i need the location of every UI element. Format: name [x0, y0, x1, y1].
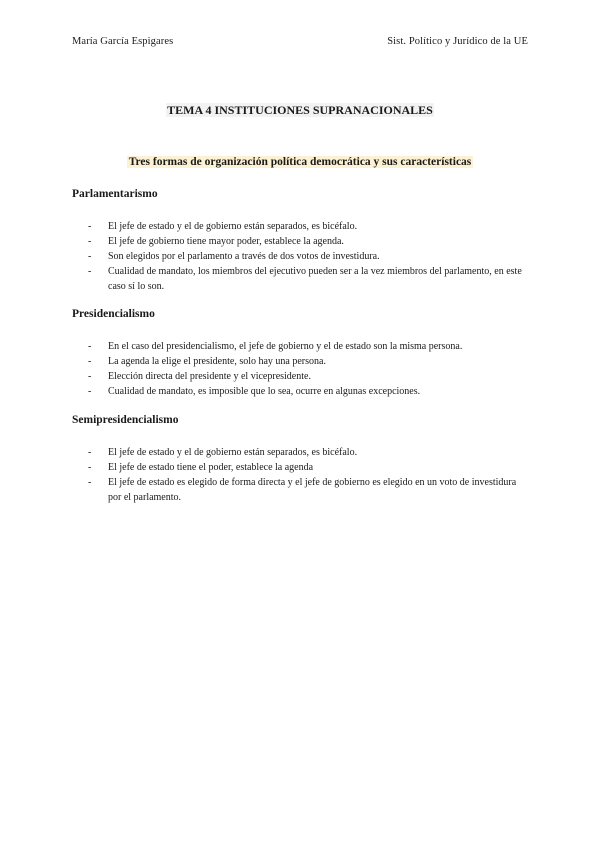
list-item-text: Son elegidos por el parlamento a través de dos votos de investidura. [108, 251, 380, 262]
bullet-dash: - [88, 447, 92, 458]
bullet-dash: - [88, 221, 92, 232]
section-heading-parlamentarismo: Parlamentarismo [72, 188, 158, 200]
document-subtitle [0, 156, 600, 168]
bullet-dash: - [88, 477, 92, 488]
list-item-text: El jefe de estado tiene el poder, establece la agenda [108, 462, 314, 473]
list-item-text: La agenda la elige el presidente, solo hay una persona. [108, 356, 326, 367]
list-presidencialismo [88, 339, 528, 399]
document-subtitle-text: Tres formas de organización política democrática y sus características [128, 156, 472, 168]
bullet-dash: - [88, 356, 92, 367]
section-heading-semipresidencialismo: Semipresidencialismo [72, 414, 179, 426]
list-item-text: En el caso del presidencialismo, el jefe de gobierno y el de estado son la misma persona. [108, 341, 463, 352]
bullet-dash: - [88, 462, 92, 473]
list-item-text: El jefe de estado y el de gobierno están separados, es bicéfalo. [108, 221, 358, 232]
list-item-text: El jefe de estado y el de gobierno están separados, es bicéfalo. [108, 447, 358, 458]
list-item [88, 384, 528, 399]
list-item [88, 445, 528, 460]
list-item [88, 475, 528, 505]
document-title [0, 103, 600, 118]
list-item-text: Cualidad de mandato, es imposible que lo sea, ocurre en algunas excepciones. [108, 386, 421, 397]
bullet-dash: - [88, 266, 92, 277]
list-item-text: El jefe de gobierno tiene mayor poder, establece la agenda. [108, 236, 344, 247]
list-item [88, 264, 528, 294]
list-item [88, 354, 528, 369]
list-item-text: Cualidad de mandato, los miembros del ejecutivo pueden ser a la vez miembros del parlamento, en este caso sí lo son. [108, 266, 522, 292]
bullet-dash: - [88, 251, 92, 262]
list-parlamentarismo [88, 219, 528, 294]
header-author: María García Espigares [72, 36, 174, 47]
bullet-dash: - [88, 371, 92, 382]
bullet-dash: - [88, 236, 92, 247]
list-semipresidencialismo [88, 445, 528, 505]
list-item-text: Elección directa del presidente y el vicepresidente. [108, 371, 311, 382]
list-item-text: El jefe de estado es elegido de forma directa y el jefe de gobierno es elegido en un voto de investidura por el parlamento. [108, 477, 517, 503]
section-heading-presidencialismo: Presidencialismo [72, 308, 155, 320]
page-header [72, 36, 528, 52]
list-item [88, 460, 528, 475]
header-course: Sist. Político y Jurídico de la UE [387, 36, 528, 47]
document-title-text: TEMA 4 INSTITUCIONES SUPRANACIONALES [167, 103, 433, 117]
list-item [88, 219, 528, 234]
list-item [88, 249, 528, 264]
bullet-dash: - [88, 341, 92, 352]
list-item [88, 369, 528, 384]
list-item [88, 339, 528, 354]
list-item [88, 234, 528, 249]
bullet-dash: - [88, 386, 92, 397]
